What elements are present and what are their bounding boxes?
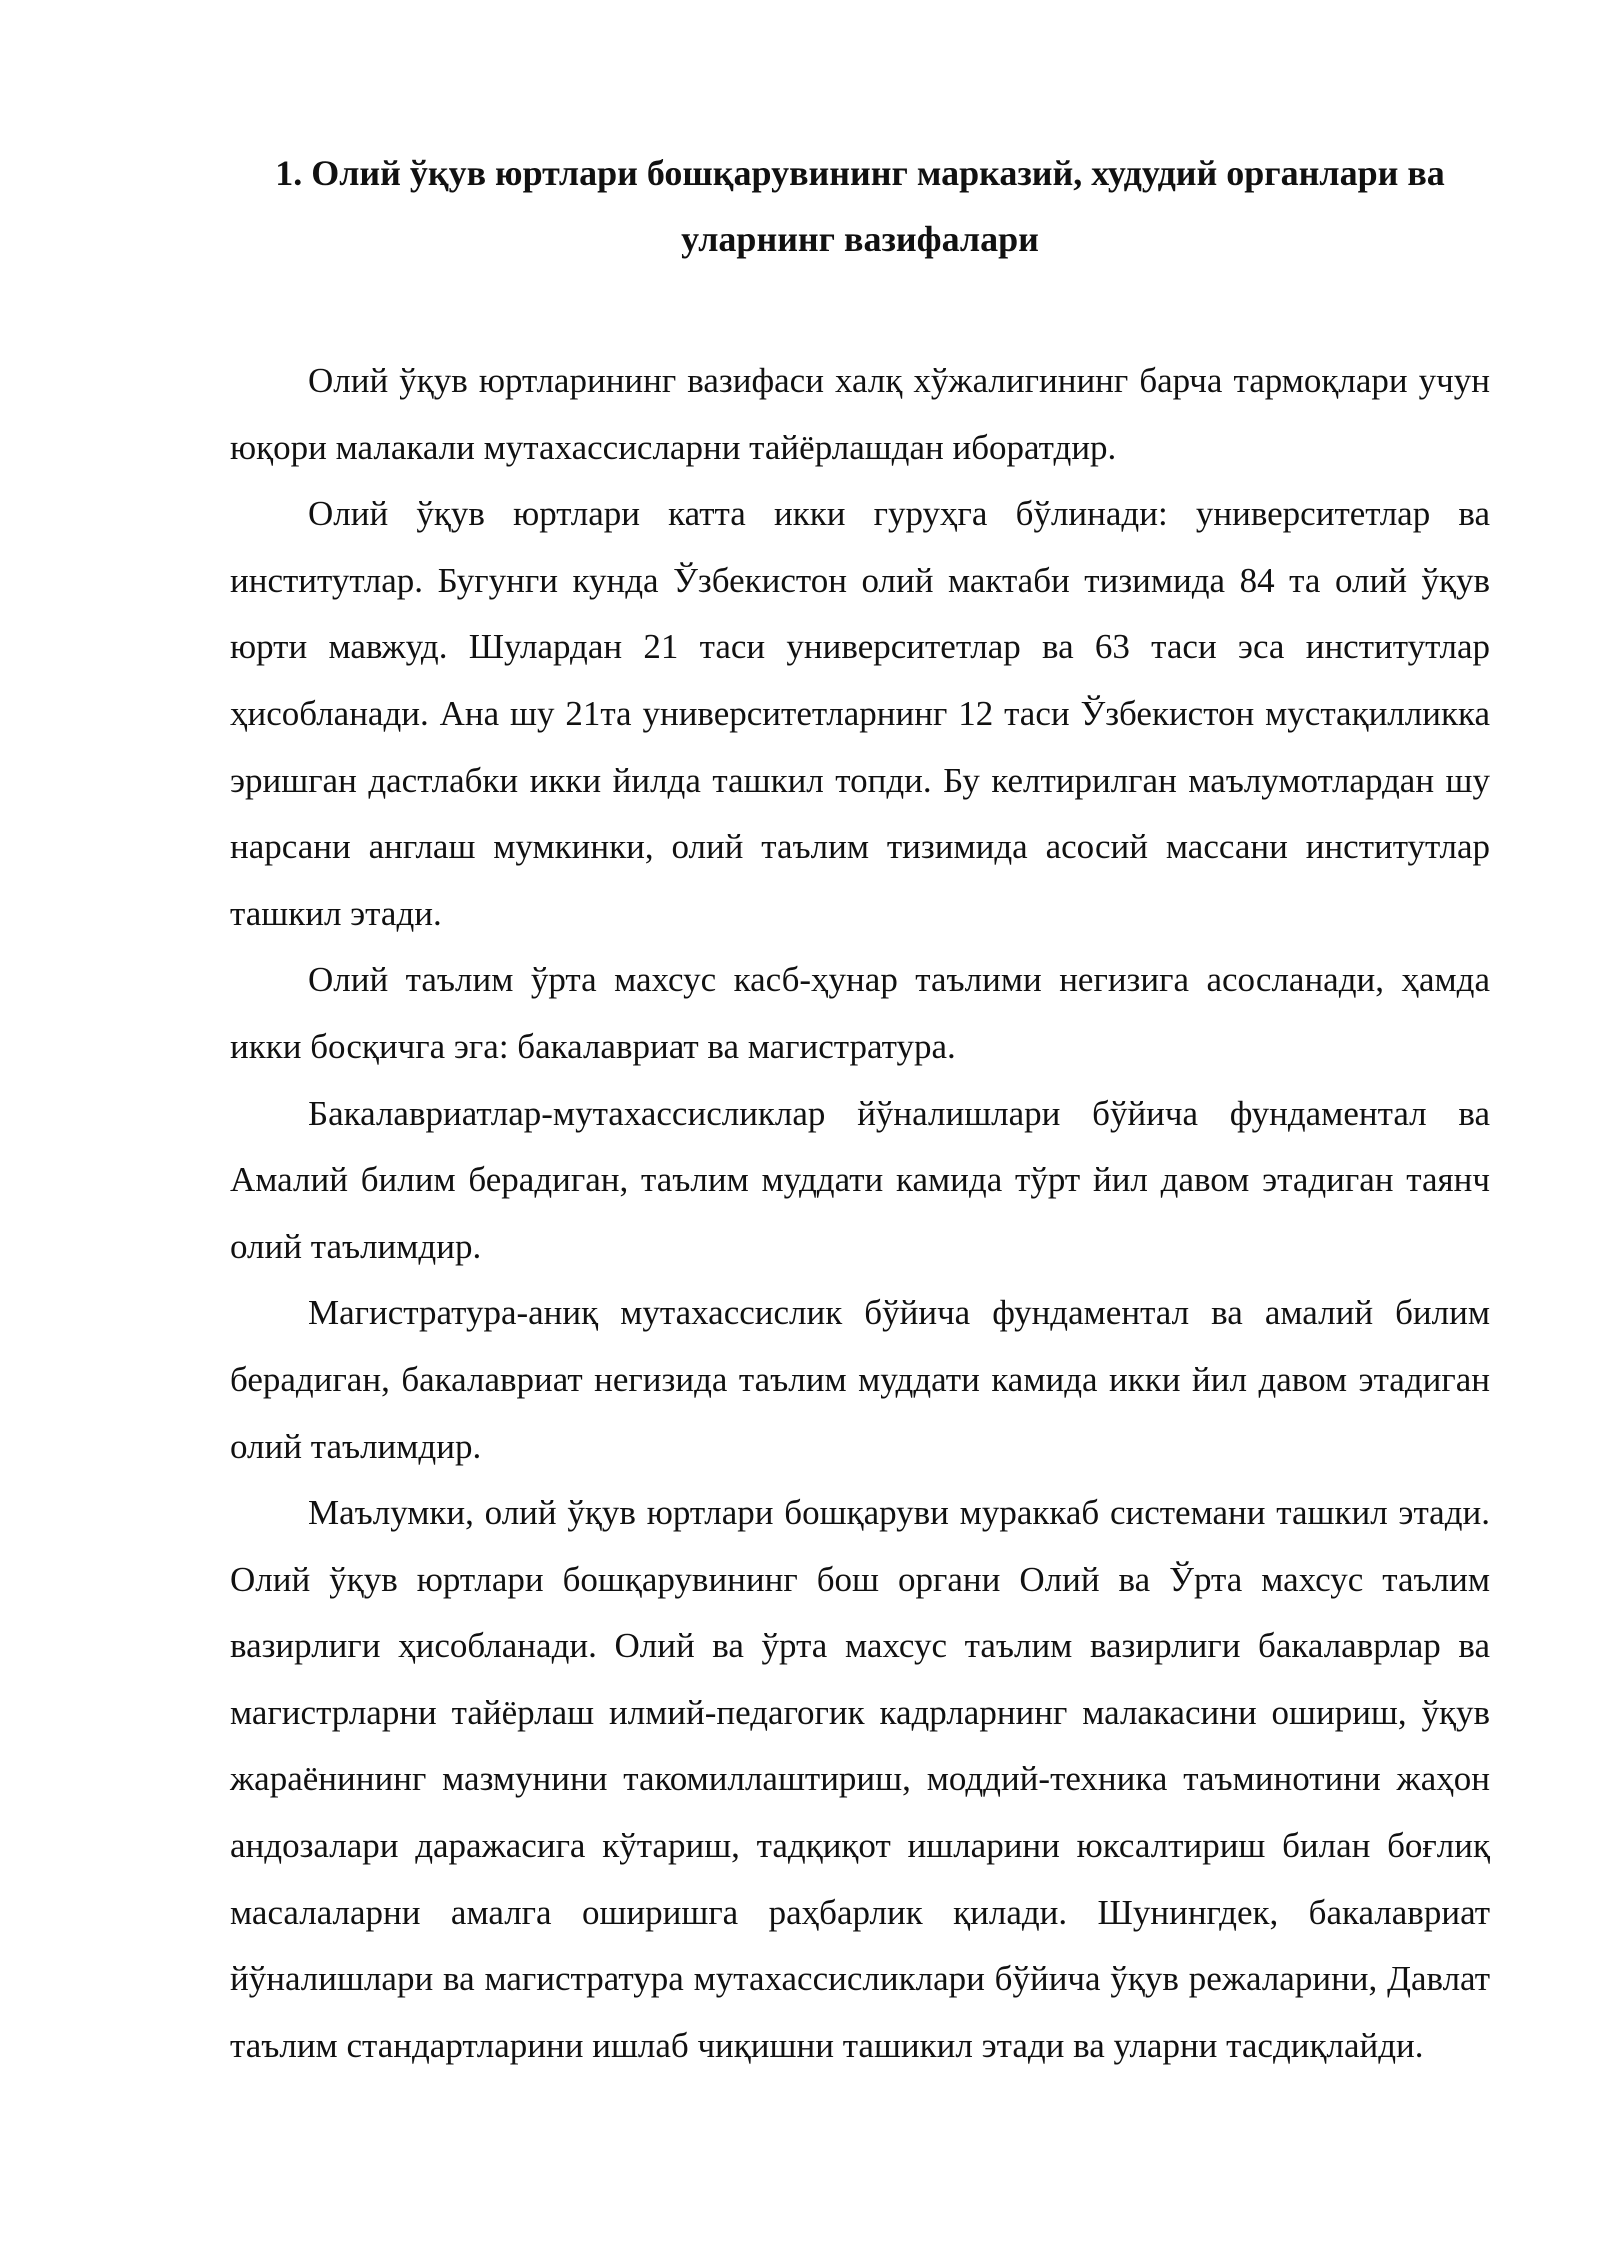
paragraph-6: Маълумки, олий ўқув юртлари бошқаруви мураккаб системани ташкил этади. Олий ўқув юртлари бошқарувининг бош органи Олий ва Ўрта махсус таълим вазирлиги ҳисобланади. Олий ва ўрта махсус таълим вазирлиги бакалаврлар ва магистрларни тайёрлаш илмий-педагогик кадрларнинг малакасини ошириш, ўқув жараёнининг мазмунини такомиллаштириш, моддий-техника таъминотини жаҳон андозалари даражасига кўтариш, тадқиқот ишларини юксалтириш билан боғлиқ масалаларни амалга оширишга раҳбарлик қилади. Шунингдек, бакалавриат йўналишлари ва магистратура мутахассисликлари бўйича ўқув режаларини, Давлат таълим стандартларини ишлаб чиқишни ташикил этади ва уларни тасдиқлайди. (230, 1493, 1490, 2065)
paragraph-2: Олий ўқув юртлари катта икки гуруҳга бўлинади: университетлар ва институтлар. Бугунги кунда Ўзбекистон олий мактаби тизимида 84 та олий ўқув юрти мавжуд. Шулардан 21 таси университетлар ва 63 таси эса институтлар ҳисобланади. Ана шу 21та университетларнинг 12 таси Ўзбекистон мустақилликка эришган дастлабки икки йилда ташкил топди. Бу келтирилган маълумотлардан шу нарсани англаш мумкинки, олий таълим тизимида асосий массани институтлар ташкил этади. (230, 494, 1490, 933)
paragraph-3: Олий таълим ўрта махсус касб-ҳунар таълими негизига асосланади, ҳамда икки босқичга эга: бакалавриат ва магистратура. (230, 960, 1490, 1066)
document-page (230, 140, 1490, 2079)
paragraph-1: Олий ўқув юртларининг вазифаси халқ хўжалигининг барча тармоқлари учун юқори малакали мутахассисларни тайёрлашдан иборатдир. (230, 361, 1490, 467)
paragraph-4: Бакалавриатлар-мутахассисликлар йўналишлари бўйича фундаментал ва Амалий билим берадиган, таълим муддати камида тўрт йил давом этадиган таянч олий таълимдир. (230, 1093, 1490, 1266)
section-title: 1. Олий ўқув юртлари бошқарувининг марказий, худудий органлари ва уларнинг вазифалари (275, 153, 1445, 259)
paragraph-5: Магистратура-аниқ мутахассислик бўйича фундаментал ва амалий билим берадиган, бакалавриат негизида таълим муддати камида икки йил давом этадиган олий таълимдир. (230, 1293, 1490, 1466)
document-body (230, 348, 1490, 2079)
